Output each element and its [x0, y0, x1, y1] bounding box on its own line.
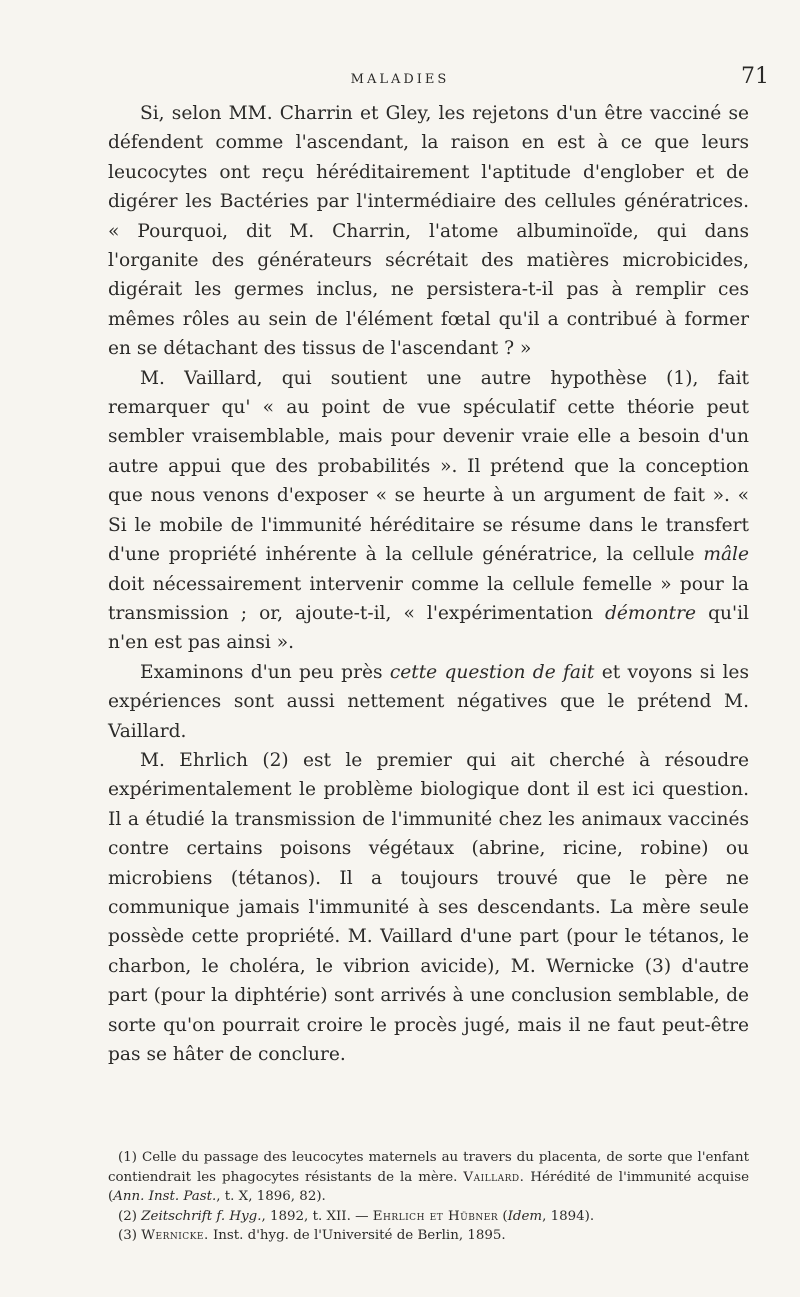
- footnote-author: Vaillard.: [463, 1169, 525, 1185]
- footnote-2: (2) Zeitschrift f. Hyg., 1892, t. XII. — Ehrlich et Hübner (Idem, 1894).: [118, 1208, 595, 1224]
- footnote-journal: Zeitschrift f. Hyg.: [141, 1208, 262, 1224]
- main-text: [108, 99, 749, 1069]
- footnote-author: Wernicke.: [141, 1228, 209, 1244]
- paragraph-3: Examinons d'un peu près cette question de fait et voyons si les expériences sont aussi nettement négatives que le prétend M. Vaillard.: [108, 661, 749, 742]
- footnotes: [108, 1148, 749, 1246]
- paragraph-2: M. Vaillard, qui soutient une autre hypothèse (1), fait remarquer qu' « au point de vue spéculatif cette théorie peut sembler vraisemblable, mais pour devenir vraie elle a besoin d'un autre appui que des probabilités ». Il prétend que la conception que nous venons d'exposer « se heurte à un argument de fait ». « Si le mobile de l'immunité héréditaire se résume dans le transfert d'une propriété inhérente à la cellule génératrice, la cellule mâle doit nécessairement intervenir comme la cellule femelle » pour la transmission ; or, ajoute-t-il, « l'expérimentation démontre qu'il n'en est pas ainsi ».: [108, 367, 749, 654]
- footnote-1: (1) Celle du passage des leucocytes maternels au travers du placenta, de sorte que l'enfant contiendrait les phagocytes résistants de la mère. Vaillard. Hérédité de l'immunité acquise (Ann. Inst. Past., t. X, 1896, 82).: [108, 1150, 749, 1205]
- paragraph-4: M. Ehrlich (2) est le premier qui ait cherché à résoudre expérimentalement le problème biologique dont il est ici question. Il a étudié la transmission de l'immunité chez les animaux vaccinés contre certains poisons végétaux (abrine, ricine, robine) ou microbiens (tétanos). Il a toujours trouvé que le père ne communique jamais l'immunité à ses descendants. La mère seule possède cette propriété. M. Vaillard d'une part (pour le tétanos, le charbon, le choléra, le vibrion avicide), M. Wernicke (3) d'autre part (pour la diphtérie) sont arrivés à une conclusion semblable, de sorte qu'on pourrait croire le procès jugé, mais il ne faut peut-être pas se hâter de conclure.: [108, 749, 749, 1065]
- emphasis-question: cette question de fait: [389, 661, 595, 683]
- emphasis-male: mâle: [703, 544, 749, 566]
- footnote-idem: Idem: [507, 1208, 543, 1224]
- footnote-3: (3) Wernicke. Inst. d'hyg. de l'Université de Berlin, 1895.: [118, 1228, 506, 1244]
- footnote-journal: Ann. Inst. Past.: [113, 1189, 217, 1205]
- running-title: MALADIES: [350, 72, 450, 87]
- paragraph-1: Si, selon MM. Charrin et Gley, les rejetons d'un être vacciné se défendent comme l'ascendant, la raison en est à ce que leurs leucocytes ont reçu héréditairement l'aptitude d'englober et de digérer les Bactéries par l'intermédiaire des cellules génératrices. « Pourquoi, dit M. Charrin, l'atome albuminoïde, qui dans l'organite des générateurs sécrétait des matières microbicides, digérait les germes inclus, ne persistera-t-il pas à remplir ces mêmes rôles au sein de l'élément fœtal qu'il a contribué à former en se détachant des tissus de l'ascendant ? »: [108, 103, 749, 360]
- page-number: 71: [741, 64, 769, 89]
- emphasis-demontre: démontre: [604, 602, 697, 624]
- footnote-author: Ehrlich et Hübner: [372, 1208, 499, 1224]
